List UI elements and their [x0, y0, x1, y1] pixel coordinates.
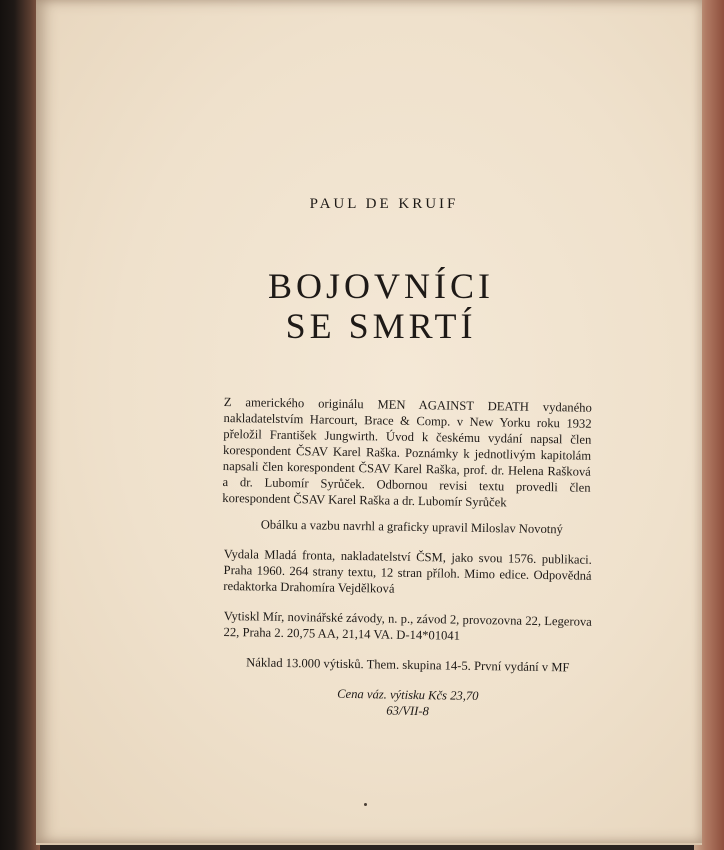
colophon-publisher: Vydala Mladá fronta, nakladatelství ČSM, jako svou 1576. publikaci. Praha 1960. 264 strany textu, 12 stran příloh. Mimo edice. Odpovědná redaktorka Drahomíra Vejdělková: [223, 546, 592, 596]
book-title-line-2: SE SMRTÍ: [285, 306, 477, 346]
title-page: [36, 0, 702, 845]
colophon-origin: Z amerického originálu MEN AGAINST DEATH vydaného nakladatelstvím Harcourt, Brace & Comp. v New Yorku roku 1932 přeložil František Jungwirth. Úvod k českému vydání napsal člen korespondent ČSAV Karel Raška. Poznámky k jednotlivým kapitolám napsali člen korespondent ČSAV Karel Raška, prof. dr. Helena Rašková a dr. Lubomír Syrůček. Odbornou revisi textu provedli člen korespondent ČSAV Karel Raška a dr. Lubomír Syrůček: [222, 394, 592, 510]
page-content: [36, 0, 702, 843]
page-speck: [364, 803, 367, 806]
book-title-line-1: BOJOVNÍCI: [267, 266, 494, 306]
colophon-print-run: Náklad 13.000 výtisků. Them. skupina 14-5. První vydání v MF: [246, 655, 570, 675]
colophon-price-block: [223, 684, 591, 722]
price: Cena váz. výtisku Kčs 23,70: [337, 686, 479, 703]
catalog-code: 63/VII-8: [386, 703, 430, 719]
cover-edge-left: [0, 0, 40, 850]
colophon-printer: Vytiskl Mír, novinářské závody, n. p., závod 2, provozovna 22, Legerova 22, Praha 2. 20,75 AA, 21,14 VA. D-14*01041: [223, 608, 592, 643]
author-name: PAUL DE KRUIF: [309, 196, 459, 212]
colophon-design: Obálku a vazbu navrhl a graficky upravil Miloslav Novotný: [260, 517, 564, 537]
